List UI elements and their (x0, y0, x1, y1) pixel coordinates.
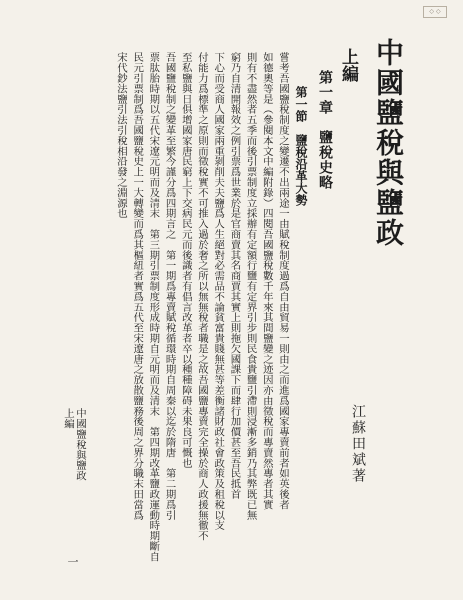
body-line: 如德奧等是（參閱本文中編附錄）四閱吾國鹽稅數千年來其間鹽變之迹因亦由徵稅而專賣然專者其實 (260, 52, 273, 510)
body-line: 嘗考吾國鹽稅制度之變遷不出兩途一由賦稅制度過爲自由貿易一則由之而進爲國家專賣前者如英後者 (277, 52, 289, 510)
body-line: 至私鹽與日俱增國家唐民窮上下交病民元而後識者有倡言改革者卒以種種障碍未果良可慨也 (179, 52, 192, 468)
page-number: 一 (66, 556, 79, 567)
body-line: 下心而受商人國家兩重剝削夫夫鹽爲人生絕對必需品不論貧富貴賤無甚等差衡諸財政社會政策及租稅以支 (212, 52, 225, 531)
body-line: 窮乃自清開報效之例引票爲世業於是官商賣其名商賈其實上則拖欠國課下而肆行加價甚至吾民抵首 (228, 52, 241, 500)
body-line: 則有不盡然者五季而後引票制度立採辦有定額行鹽有定界引步則民食貴鹽引滯則浸漸多銷乃其弊既已無 (244, 52, 257, 520)
body-line: 吾國鹽稅制之變革至繁今謹分爲四期言之 第一期爲專賣賦稅循環時期自周秦以迄於隋唐 第二期爲引 (163, 52, 176, 520)
body-line: 票肽胎時期以五代宋遼元明而及清末 第三期引票制度形成時期自元明而及清末 第四期改革鹽政運動時期斷自 (147, 52, 160, 562)
section-heading: 第一節 鹽稅沿革大勢 (294, 86, 308, 206)
body-line: 民元引票制爲吾國鹽稅史上一大轉變而爲其樞紐者實爲五代至宋遼唐之放散鹽務後周之界分職末田當爲 (131, 52, 144, 520)
part-label: 上編 (338, 48, 358, 82)
body-line: 宋代鈔法鹽引法引稅相沿發之淵源也 (114, 52, 127, 219)
body-line: 付能力爲標準之原則而徵稅實不可推入過於奢之所以無無稅者職是之故吾國鹽專賣完全操於商人政援無徹不 (195, 52, 208, 541)
footer-title: 中國鹽稅與鹽政 (74, 408, 86, 481)
book-title: 中國鹽稅與鹽政 (372, 38, 405, 248)
author-byline: 江蘇田斌著 (350, 404, 366, 484)
running-footer (62, 408, 86, 481)
chapter-heading: 第一章 鹽稅史略 (317, 70, 333, 190)
library-stamp: ◇ ◇ (423, 6, 447, 18)
body-text (113, 52, 291, 562)
footer-part: 上編 (62, 408, 74, 429)
